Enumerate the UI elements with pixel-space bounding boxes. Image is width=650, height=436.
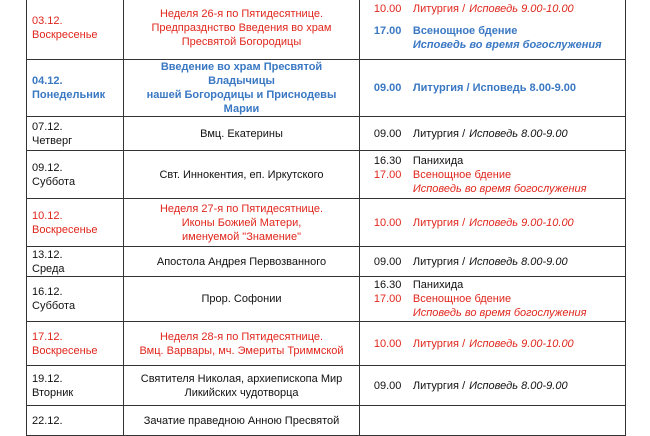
schedule-row: [27, 117, 626, 151]
service-name: Литургия /: [412, 379, 466, 392]
feast-line: именуемой "Знамение": [182, 230, 301, 243]
feast-cell: [124, 199, 360, 247]
service-name: Литургия /: [412, 3, 466, 15]
weekday: Четверг: [32, 134, 73, 147]
service-time: 09.00: [373, 379, 402, 392]
service-time: 10.00: [373, 337, 402, 350]
feast-line: Апостола Андрея Первозванного: [156, 255, 327, 268]
confession-note: Исповедь 8.00-9.00: [469, 255, 568, 268]
date-cell: [27, 247, 124, 277]
service-line: [360, 306, 625, 320]
services-cell: [359, 60, 625, 117]
feast-line: Зачатие праведною Анною Пресвятой: [143, 414, 340, 427]
feast-cell: [124, 117, 360, 151]
schedule-row: [27, 366, 626, 406]
services-cell: [359, 406, 625, 436]
services-cell: [359, 247, 625, 277]
services: [360, 126, 625, 142]
confession-note: Исповедь 9.00-10.00: [469, 337, 574, 350]
services-cell: [359, 199, 625, 247]
date: 10.12.: [32, 209, 63, 222]
weekday: Среда: [32, 262, 65, 275]
service-line: [360, 216, 625, 230]
confession-note: Исповедь во время богослужения: [412, 182, 587, 195]
service-line: [360, 182, 625, 196]
date: 17.12.: [32, 330, 63, 343]
feast-line: Неделя 26-я по Пятидесятнице.: [159, 8, 324, 20]
feast-cell: [124, 277, 360, 322]
feast-line: Введение во храм Пресвятой Владычицы: [160, 61, 323, 87]
services-cell: [359, 117, 625, 151]
service-line: [360, 154, 625, 168]
service-name: Всенощное бдение: [412, 25, 518, 37]
service-time: 09.00: [373, 255, 402, 268]
feast-cell: [124, 151, 360, 199]
feast-cell: [124, 60, 360, 117]
feast-line: Прор. Софонии: [201, 293, 282, 305]
feast-cell: [124, 366, 360, 406]
date: 16.12.: [32, 286, 63, 298]
feast-line: Ликийских чудотворца: [184, 386, 299, 399]
schedule-row: [27, 199, 626, 247]
service-name: [360, 182, 587, 196]
feast-line: Свт. Иннокентия, еп. Иркутского: [159, 168, 324, 181]
weekday: Суббота: [32, 300, 76, 312]
feast-line: Вмц. Варвары, мч. Эмериты Триммской: [139, 344, 344, 357]
feast-line: Вмц. Екатерины: [200, 127, 283, 140]
services-cell: [359, 322, 625, 366]
confession-note: Исповедь во время богослужения: [412, 307, 587, 319]
weekday: Понедельник: [32, 89, 106, 101]
date-cell: [27, 277, 124, 322]
schedule-table: [26, 0, 626, 436]
service-name: Литургия /: [412, 127, 466, 140]
services: [360, 378, 625, 394]
service-time: 16.30: [373, 279, 402, 291]
confession-note: Исповедь 9.00-10.00: [469, 3, 574, 15]
date-cell: [27, 366, 124, 406]
confession-note: Исповедь во время богослужения: [412, 39, 602, 51]
feast-line: Пресвятой Богородицы: [181, 36, 302, 48]
feast-line: Предпразднство Введения во храм: [151, 22, 332, 34]
feast-cell: [124, 322, 360, 366]
date: 09.12.: [32, 161, 63, 174]
date-cell: [27, 60, 124, 117]
services: [360, 1, 625, 53]
service-time: 17.00: [373, 293, 402, 305]
weekday: Вторник: [32, 386, 74, 399]
confession-note: Исповедь 8.00-9.00: [469, 379, 568, 392]
date: 04.12.: [32, 75, 63, 87]
service-time: 10.00: [373, 216, 402, 229]
service-name: Литургия /: [412, 255, 466, 268]
date-cell: [27, 199, 124, 247]
date: 03.12.: [32, 15, 63, 27]
schedule-row: [27, 322, 626, 366]
weekday: Воскресенье: [32, 344, 98, 357]
feast-line: Иконы Божией Матери,: [181, 216, 302, 229]
service-line: [360, 38, 625, 52]
date: 07.12.: [32, 120, 63, 133]
date-cell: [27, 322, 124, 366]
service-line: [360, 24, 625, 38]
date-cell: [27, 151, 124, 199]
services-cell: [359, 366, 625, 406]
service-line: [360, 337, 625, 351]
service-time: 09.00: [373, 82, 402, 94]
services-cell: [359, 151, 625, 199]
schedule-row: [27, 60, 626, 117]
service-time: 16.30: [373, 154, 402, 167]
feast-line: Неделя 28-я по Пятидесятнице.: [159, 330, 324, 343]
feast-line: Неделя 27-я по Пятидесятнице.: [159, 202, 324, 215]
confession-note: Исповедь 9.00-10.00: [469, 216, 574, 229]
service-line: [360, 168, 625, 182]
feast-cell: [124, 406, 360, 436]
service-line: [360, 2, 625, 16]
weekday: Воскресенье: [32, 29, 98, 41]
service-line: [360, 127, 625, 141]
schedule-row: [27, 247, 626, 277]
date: 22.12.: [32, 414, 63, 427]
services: [360, 80, 625, 96]
service-time: 17.00: [373, 25, 402, 37]
weekday: Воскресенье: [32, 223, 98, 236]
service-name: Всенощное бдение: [412, 293, 512, 305]
date: 13.12.: [32, 248, 63, 261]
date-cell: [27, 117, 124, 151]
services: [360, 153, 625, 197]
service-name: Панихида: [412, 279, 464, 291]
services: [360, 277, 625, 321]
schedule-rows: [27, 0, 626, 436]
service-name: [360, 306, 587, 320]
service-name: Всенощное бдение: [412, 168, 512, 181]
schedule-row: [27, 151, 626, 199]
schedule-row: [27, 277, 626, 322]
service-line: [360, 278, 625, 292]
feast-cell: [124, 0, 360, 60]
date-cell: [27, 406, 124, 436]
services: [360, 420, 625, 422]
feast-line: Святителя Николая, архиепископа Мир: [140, 372, 343, 385]
service-name: Литургия / Исповедь 8.00-9.00: [412, 82, 577, 94]
service-line: [360, 81, 625, 95]
service-time: 17.00: [373, 168, 402, 181]
service-line: [360, 255, 625, 269]
service-name: Панихида: [412, 154, 464, 167]
services: [360, 215, 625, 231]
services: [360, 336, 625, 352]
service-line: [360, 379, 625, 393]
feast-line: нашей Богородицы и Приснодевы Марии: [146, 89, 337, 115]
service-name: [360, 38, 602, 52]
date: 19.12.: [32, 372, 63, 385]
weekday: Суббота: [32, 175, 76, 188]
schedule-row: [27, 406, 626, 436]
service-name: Литургия /: [412, 337, 466, 350]
schedule: [26, 0, 626, 436]
feast-cell: [124, 247, 360, 277]
service-time: 10.00: [373, 3, 402, 15]
service-line: [360, 292, 625, 306]
service-name: Литургия /: [412, 216, 466, 229]
services-cell: [359, 0, 625, 60]
date-cell: [27, 0, 124, 60]
spacer: [360, 16, 625, 24]
services: [360, 254, 625, 270]
service-time: 09.00: [373, 127, 402, 140]
confession-note: Исповедь 8.00-9.00: [469, 127, 568, 140]
services-cell: [359, 277, 625, 322]
schedule-row: [27, 0, 626, 60]
